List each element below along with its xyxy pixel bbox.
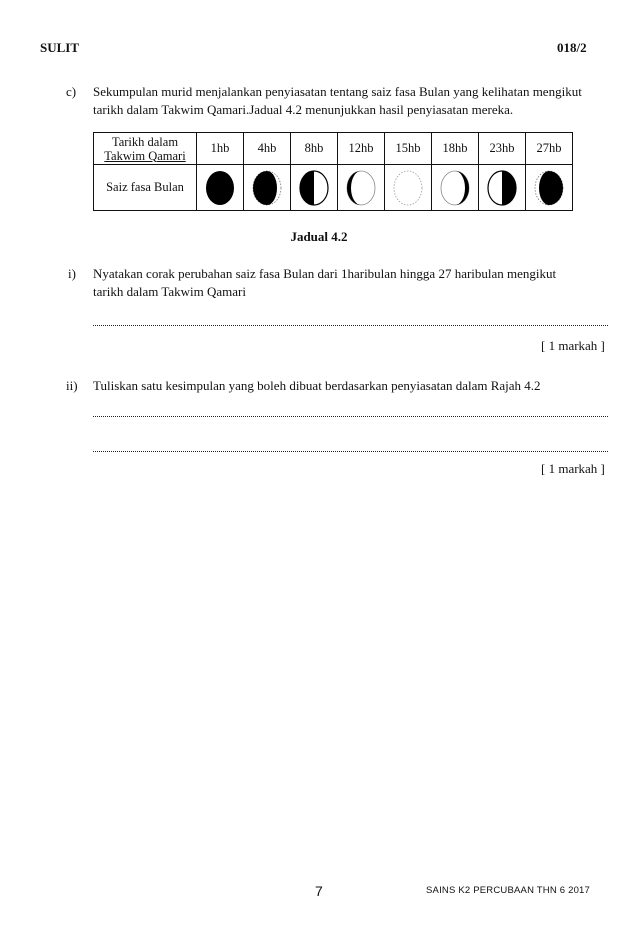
phase-cell	[291, 165, 338, 211]
last-quarter-icon	[485, 168, 519, 208]
date-cell: 12hb	[338, 133, 385, 165]
date-cell: 8hb	[291, 133, 338, 165]
first-quarter-icon	[297, 168, 331, 208]
moon-phase-table	[93, 132, 573, 211]
waning-gibbous-icon	[438, 168, 472, 208]
phase-cell	[385, 165, 432, 211]
phase-cell	[338, 165, 385, 211]
waning-crescent-icon	[532, 168, 566, 208]
waxing-crescent-icon	[250, 168, 284, 208]
row-label-phase: Saiz fasa Bulan	[94, 165, 197, 211]
answer-line-ii-1[interactable]	[93, 416, 608, 417]
header-left: SULIT	[40, 40, 80, 55]
date-cell: 18hb	[432, 133, 479, 165]
phase-cell	[244, 165, 291, 211]
question-c-line1: Sekumpulan murid menjalankan penyiasatan tentang saiz fasa Bulan yang kelihatan mengikut	[93, 84, 582, 99]
date-cell: 23hb	[479, 133, 526, 165]
question-c-label: c)	[66, 84, 77, 99]
phase-cell	[526, 165, 573, 211]
full-moon-icon	[391, 168, 425, 208]
question-i-line1: Nyatakan corak perubahan saiz fasa Bulan dari 1haribulan hingga 27 haribulan mengikut	[93, 266, 557, 281]
table-row-phases	[94, 165, 573, 211]
question-i-marks: [ 1 markah ]	[541, 338, 605, 353]
question-ii-label: ii)	[66, 378, 78, 393]
answer-line-i[interactable]	[93, 325, 608, 326]
footer-right: SAINS K2 PERCUBAAN THN 6 2017	[426, 885, 591, 896]
row-label-date-line2: Takwim Qamari	[104, 148, 186, 163]
row-label-date	[94, 133, 197, 165]
date-cell: 1hb	[197, 133, 244, 165]
header-right: 018/2	[557, 40, 587, 55]
phase-cell	[432, 165, 479, 211]
question-i-label: i)	[68, 266, 76, 281]
date-cell: 15hb	[385, 133, 432, 165]
question-i-line2: tarikh dalam Takwim Qamari	[93, 284, 246, 299]
phase-cell	[197, 165, 244, 211]
question-ii-text: Tuliskan satu kesimpulan yang boleh dibuat berdasarkan penyiasatan dalam Rajah 4.2	[93, 378, 541, 393]
waxing-gibbous-icon	[344, 168, 378, 208]
table-row-dates	[94, 133, 573, 165]
phase-cell	[479, 165, 526, 211]
new-moon-icon	[203, 168, 237, 208]
table-caption: Jadual 4.2	[290, 229, 348, 244]
page-number: 7	[315, 883, 323, 899]
answer-line-ii-2[interactable]	[93, 451, 608, 452]
date-cell: 27hb	[526, 133, 573, 165]
row-label-date-line1: Tarikh dalam	[111, 134, 179, 149]
question-ii-marks: [ 1 markah ]	[541, 461, 605, 476]
date-cell: 4hb	[244, 133, 291, 165]
question-c-line2: tarikh dalam Takwim Qamari.Jadual 4.2 menunjukkan hasil penyiasatan mereka.	[93, 102, 514, 117]
